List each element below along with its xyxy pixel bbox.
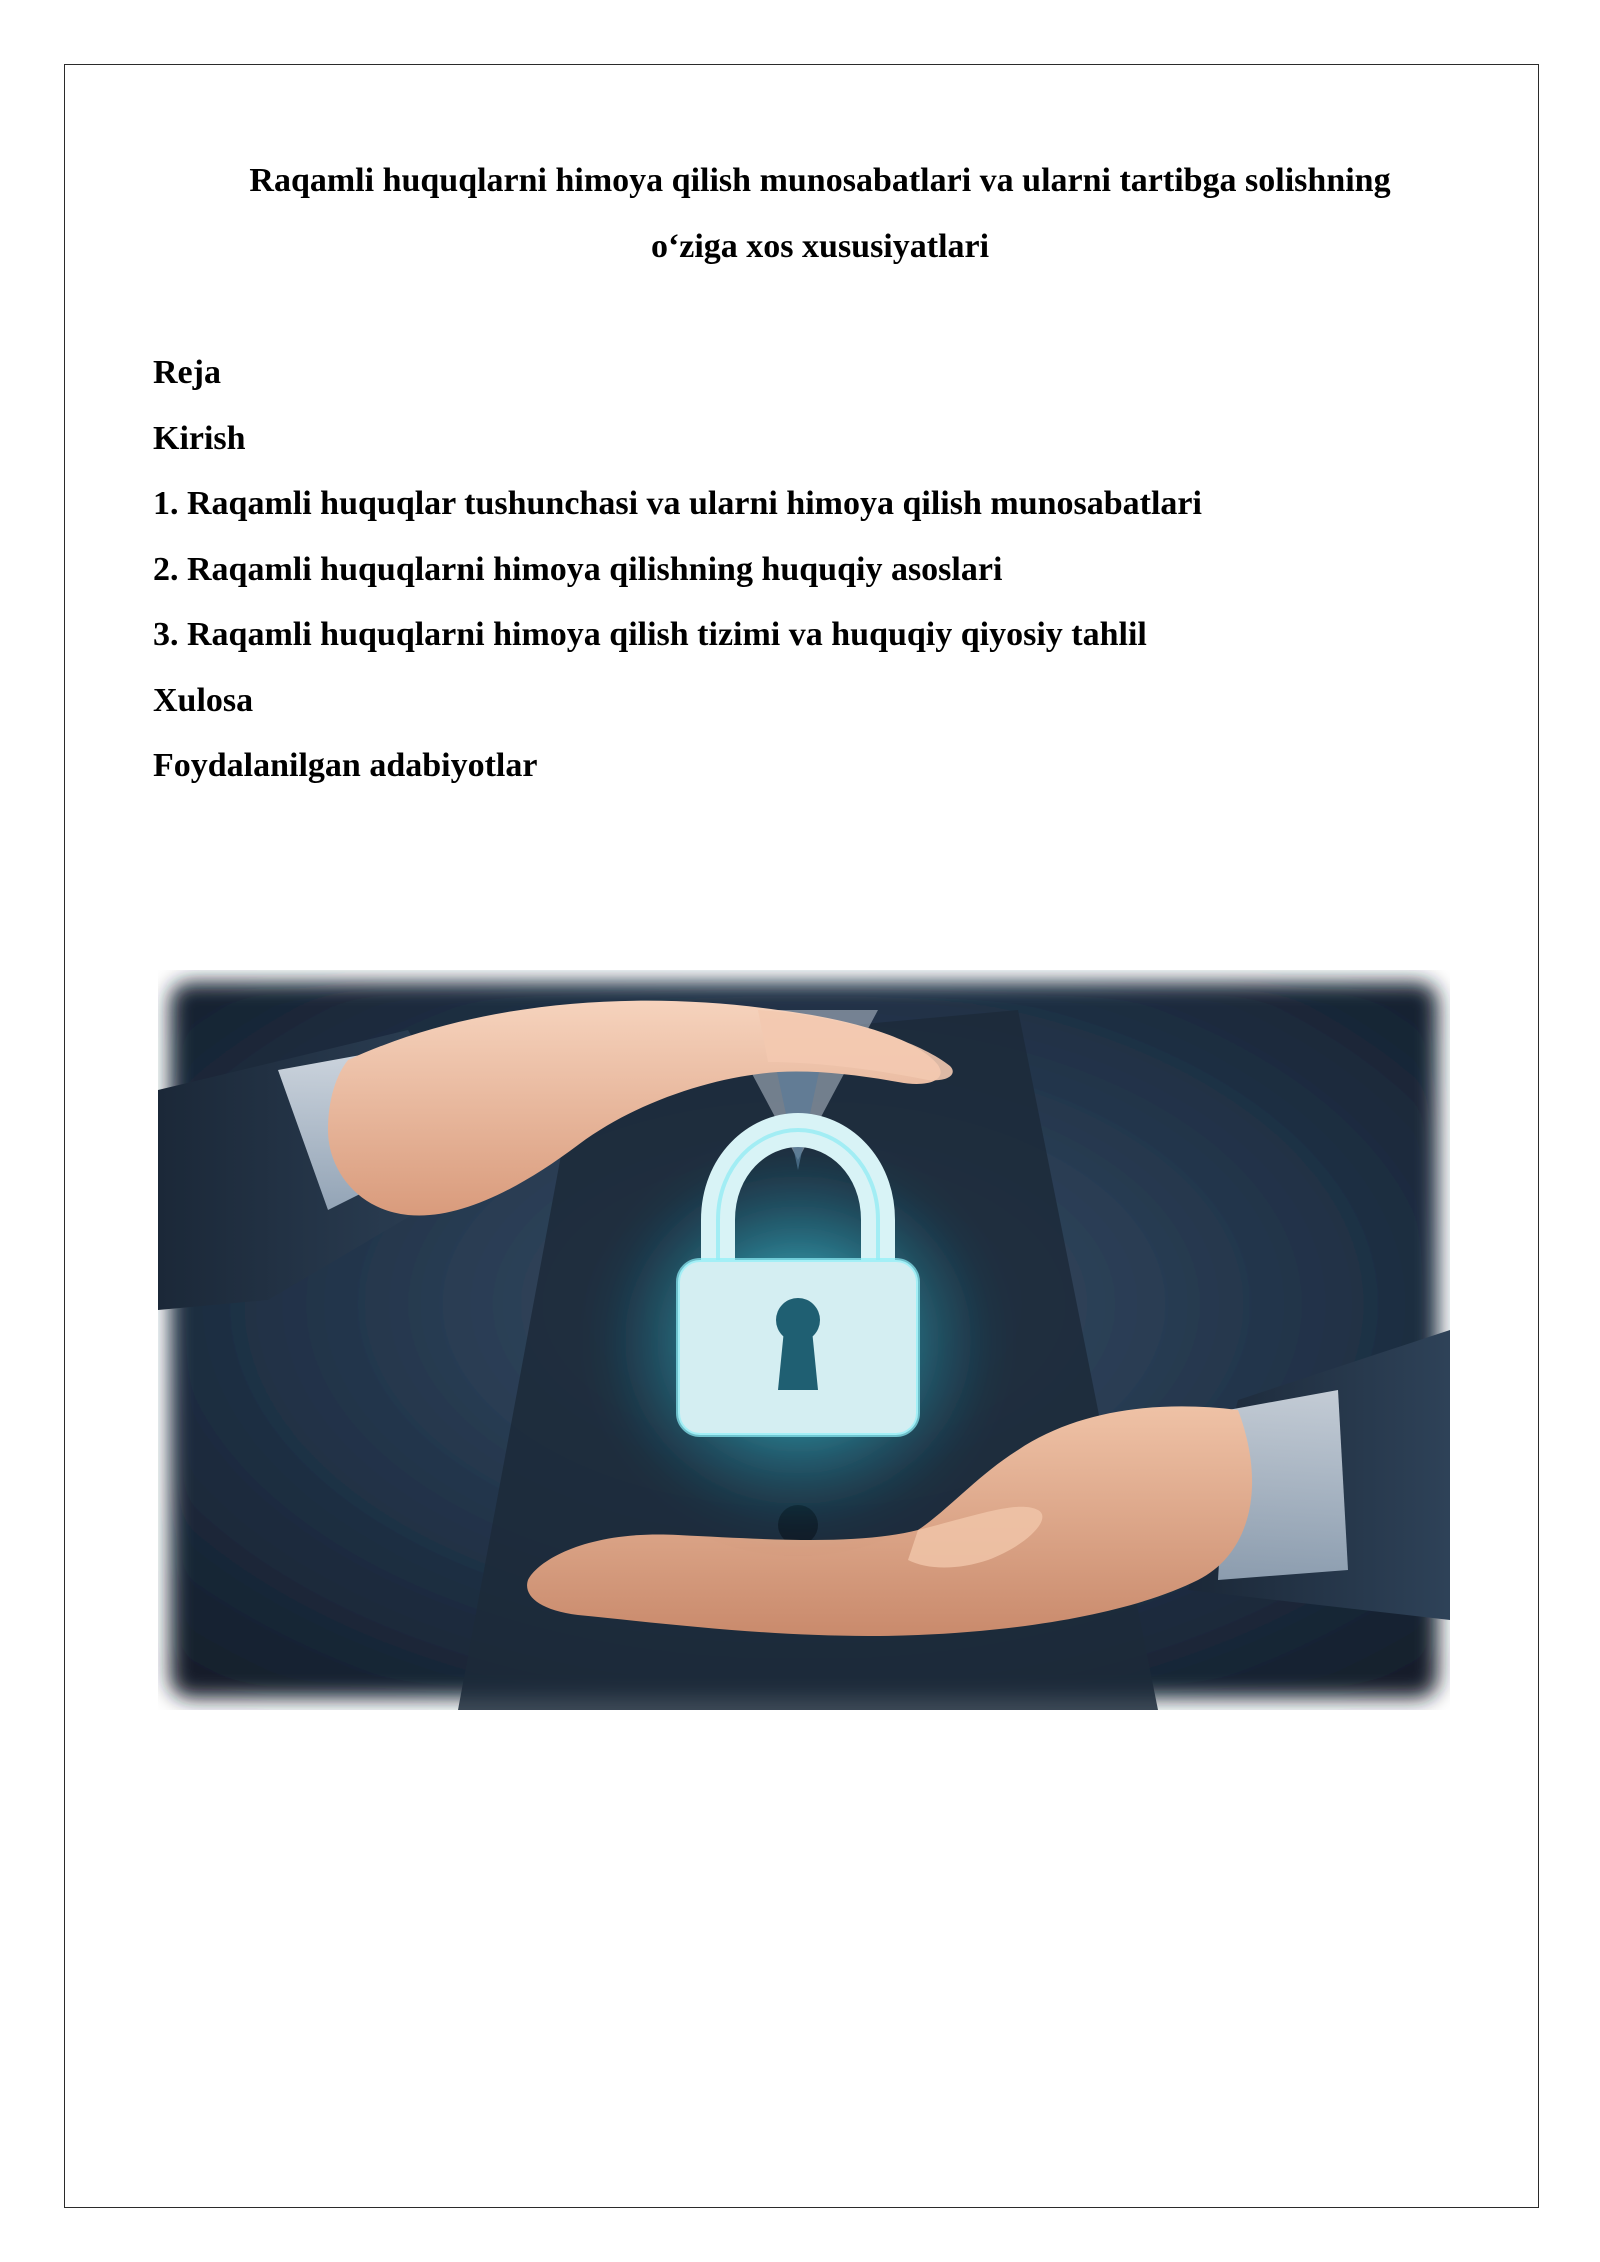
toc-item-chapter-1: 1. Raqamli huquqlar tushunchasi va ularni himoya qilish munosabatlari — [153, 485, 1202, 522]
toc-item-chapter-2: 2. Raqamli huquqlarni himoya qilishning huquqiy asoslari — [153, 550, 1003, 588]
toc-item-introduction: Kirish — [153, 419, 246, 457]
document-title — [150, 148, 1490, 280]
security-illustration — [158, 970, 1450, 1710]
document-title-line-1: Raqamli huquqlarni himoya qilish munosabatlari va ularni tartibga solishning — [249, 162, 1391, 199]
document-title-line-2: o‘ziga xos xususiyatlari — [650, 228, 990, 265]
hands-protecting-lock-image — [158, 970, 1450, 1710]
toc-item-references: Foydalanilgan adabiyotlar — [153, 747, 538, 784]
toc-item-chapter-3: 3. Raqamli huquqlarni himoya qilish tizimi va huquqiy qiyosiy tahlil — [153, 616, 1147, 653]
plan-heading: Reja — [153, 354, 221, 391]
table-of-contents — [153, 340, 1453, 799]
toc-item-conclusion: Xulosa — [153, 681, 254, 719]
